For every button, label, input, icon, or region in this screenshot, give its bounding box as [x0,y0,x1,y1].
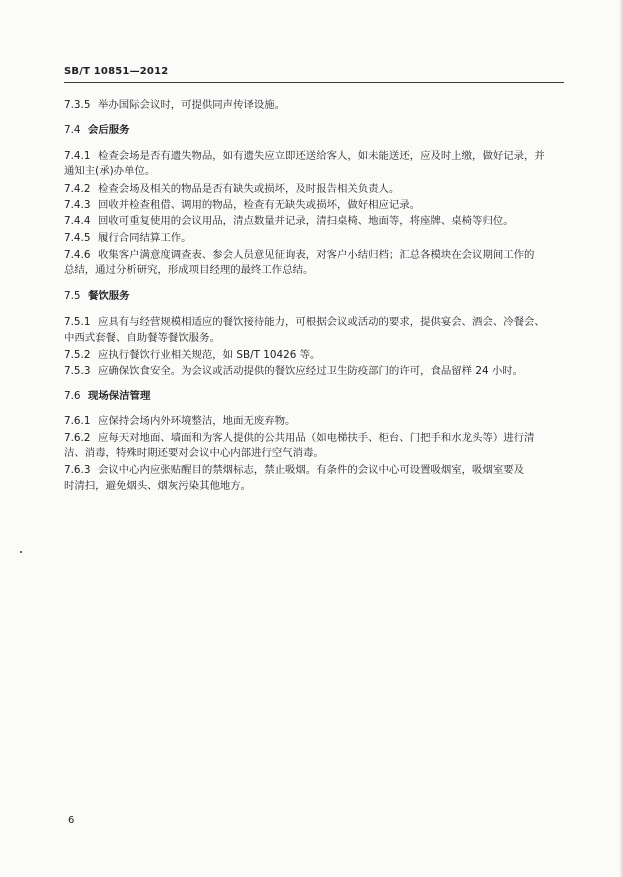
clause-number: 7.6.3 [64,464,91,476]
clause-text: 检查会场是否有遗失物品，如有遗失应立即还送给客人，如未能送还，应及时上缴，做好记录，并 [98,150,545,162]
clause-text: 会议中心内应张贴醒目的禁烟标志，禁止吸烟。有条件的会议中心可设置吸烟室，吸烟室要及 [98,464,525,476]
clause-number: 7.3.5 [64,99,91,111]
clause-7-4-2 [64,182,554,196]
clause-7-6-2-continued [64,446,554,460]
clause-number: 7.5.3 [64,365,91,377]
document-standard-number: SB/T 10851—2012 [64,66,169,77]
clause-text: 回收并检查租借、调用的物品，检查有无缺失或损坏，做好相应记录。 [98,199,421,211]
clause-text: 应执行餐饮行业相关规范，如 SB/T 10426 等。 [98,349,321,361]
header-rule [64,82,564,83]
clause-7-5-1-continued [64,331,554,345]
clause-number: 7.4.1 [64,150,91,162]
section-heading-7-6 [64,389,554,403]
clause-text: 洁、消毒，特殊时期还要对会议中心内部进行空气消毒。 [64,447,324,459]
clause-7-6-3 [64,463,554,477]
clause-text: 回收可重复使用的会议用品，清点数量并记录，清扫桌椅、地面等，将座牌、桌椅等归位。 [98,215,514,227]
clause-7-6-2 [64,431,554,445]
clause-7-5-2 [64,348,554,362]
clause-text: 中西式套餐、自助餐等餐饮服务。 [64,332,220,344]
section-title: 会后服务 [88,124,130,136]
clause-text: 时清扫，避免烟头、烟灰污染其他地方。 [64,480,252,492]
clause-text: 应每天对地面、墙面和为客人提供的公共用品（如电梯扶手、柜台、门把手和水龙头等）进行清 [98,432,535,444]
clause-number: 7.4.6 [64,249,91,261]
clause-text: 履行合同结算工作。 [98,232,192,244]
clause-7-5-3 [64,364,554,378]
section-number: 7.5 [64,290,81,302]
section-heading-7-4 [64,123,554,137]
clause-7-6-1 [64,414,554,428]
page-edge-shadow [619,0,623,877]
clause-7-6-3-continued [64,479,554,493]
clause-7-4-1-continued [64,164,554,178]
clause-text: 总结，通过分析研究，形成项目经理的最终工作总结。 [64,264,314,276]
clause-number: 7.4.4 [64,215,91,227]
clause-7-5-1 [64,315,554,329]
clause-7-3-5 [64,98,554,112]
clause-text: 收集客户满意度调查表、参会人员意见征询表，对客户小结归档；汇总各模块在会议期间工作的 [98,249,535,261]
clause-text: 通知主(承)办单位。 [64,165,156,177]
section-title: 餐饮服务 [88,290,130,302]
clause-number: 7.5.1 [64,316,91,328]
clause-number: 7.6.1 [64,415,91,427]
clause-7-4-4 [64,214,554,228]
clause-7-4-6-continued [64,263,554,277]
clause-number: 7.6.2 [64,432,91,444]
clause-number: 7.4.5 [64,232,91,244]
section-number: 7.4 [64,124,81,136]
clause-7-4-6 [64,248,554,262]
page-number: 6 [68,815,75,826]
section-number: 7.6 [64,390,81,402]
clause-text: 检查会场及相关的物品是否有缺失或损坏，及时报告相关负责人。 [98,183,400,195]
clause-text: 应具有与经营规模相适应的餐饮接待能力，可根据会议或活动的要求，提供宴会、酒会、冷餐会、 [98,316,545,328]
clause-number: 7.4.2 [64,183,91,195]
clause-number: 7.4.3 [64,199,91,211]
section-title: 现场保洁管理 [88,390,151,402]
clause-text: 举办国际会议时，可提供同声传译设施。 [98,99,286,111]
clause-text: 应保持会场内外环境整洁，地面无废弃物。 [98,415,296,427]
clause-text: 应确保饮食安全。为会议或活动提供的餐饮应经过卫生防疫部门的许可，食品留样 24 小时。 [98,365,524,377]
clause-7-4-1 [64,149,554,163]
clause-7-4-3 [64,198,554,212]
scan-speck [20,551,22,553]
section-heading-7-5 [64,289,554,303]
clause-7-4-5 [64,231,554,245]
clause-number: 7.5.2 [64,349,91,361]
